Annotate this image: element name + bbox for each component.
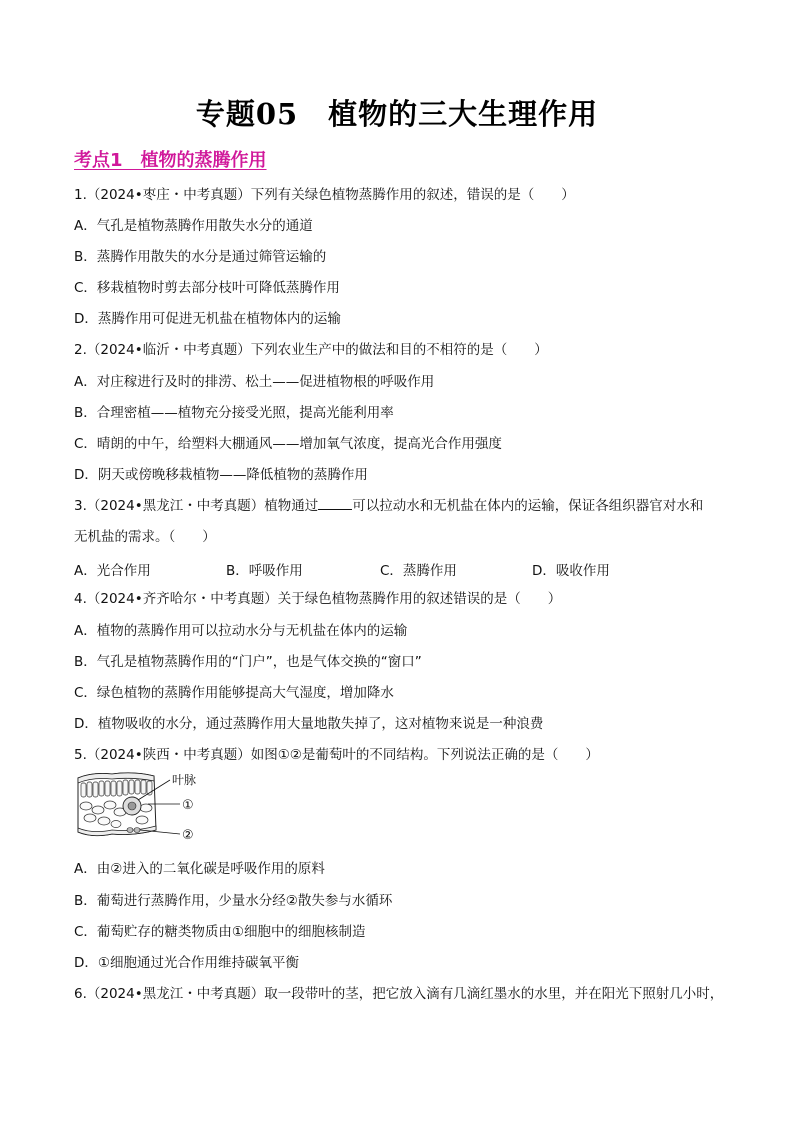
question-5-stem: 5.（2024•陕西・中考真题）如图①②是葡萄叶的不同结构。下列说法正确的是（ ） [74, 747, 599, 763]
question-4-option-c[interactable]: C．绿色植物的蒸腾作用能够提高大气湿度，增加降水 [74, 685, 394, 701]
page-title: 专题05 植物的三大生理作用 [195, 97, 599, 131]
figure-label-2: ② [182, 828, 194, 843]
question-5-option-c[interactable]: C．葡萄贮存的糖类物质由①细胞中的细胞核制造 [74, 924, 366, 940]
question-5-option-b[interactable]: B．葡萄进行蒸腾作用，少量水分经②散失参与水循环 [74, 893, 393, 909]
question-2-option-c[interactable]: C．晴朗的中午，给塑料大棚通风——增加氧气浓度，提高光合作用强度 [74, 436, 502, 452]
question-6-stem: 6.（2024•黑龙江・中考真题）取一段带叶的茎，把它放入滴有几滴红墨水的水里，并在阳光下照射几小时， [74, 986, 724, 1002]
question-5-option-d[interactable]: D．①细胞通过光合作用维持碳氧平衡 [74, 955, 299, 971]
question-3-option-b[interactable]: B．呼吸作用 [226, 563, 303, 579]
figure-label-vein: 叶脉 [172, 773, 197, 787]
question-1-option-c[interactable]: C．移栽植物时剪去部分枝叶可降低蒸腾作用 [74, 280, 340, 296]
question-2-option-b[interactable]: B．合理密植——植物充分接受光照，提高光能利用率 [74, 405, 394, 421]
question-3-stem-continued: 无机盐的需求。（ ） [74, 529, 216, 545]
question-1-option-a[interactable]: A．气孔是植物蒸腾作用散失水分的通道 [74, 218, 313, 234]
question-1-option-b[interactable]: B．蒸腾作用散失的水分是通过筛管运输的 [74, 249, 327, 265]
leaf-cross-section-figure [72, 768, 222, 848]
question-4-option-a[interactable]: A．植物的蒸腾作用可以拉动水分与无机盐在体内的运输 [74, 623, 408, 639]
question-3-stem-part-1: 3.（2024•黑龙江・中考真题）植物通过 [74, 498, 319, 514]
section-heading: 考点1 植物的蒸腾作用 [74, 150, 267, 171]
question-3-option-c[interactable]: C．蒸腾作用 [380, 563, 457, 579]
question-1-stem: 1.（2024•枣庄・中考真题）下列有关绿色植物蒸腾作用的叙述，错误的是（ ） [74, 187, 575, 203]
question-2-option-a[interactable]: A．对庄稼进行及时的排涝、松土——促进植物根的呼吸作用 [74, 374, 435, 390]
question-1-option-d[interactable]: D．蒸腾作用可促进无机盐在植物体内的运输 [74, 311, 341, 327]
figure-label-1: ① [182, 798, 194, 813]
fill-in-blank [318, 497, 352, 510]
question-4-option-d[interactable]: D．植物吸收的水分，通过蒸腾作用大量地散失掉了，这对植物来说是一种浪费 [74, 716, 544, 732]
question-4-option-b[interactable]: B．气孔是植物蒸腾作用的“门户”，也是气体交换的“窗口” [74, 654, 422, 670]
question-3-option-a[interactable]: A．光合作用 [74, 563, 151, 579]
question-3-options-row [74, 559, 754, 577]
question-3-stem-part-2: 可以拉动水和无机盐在体内的运输，保证各组织器官对水和 [352, 498, 704, 514]
question-3-stem [74, 497, 703, 515]
question-2-stem: 2.（2024•临沂・中考真题）下列农业生产中的做法和目的不相符的是（ ） [74, 342, 548, 358]
question-3-option-d[interactable]: D．吸收作用 [532, 563, 610, 579]
question-5-option-a[interactable]: A．由②进入的二氧化碳是呼吸作用的原料 [74, 861, 325, 877]
question-4-stem: 4.（2024•齐齐哈尔・中考真题）关于绿色植物蒸腾作用的叙述错误的是（ ） [74, 591, 562, 607]
question-2-option-d[interactable]: D．阴天或傍晚移栽植物——降低植物的蒸腾作用 [74, 467, 368, 483]
